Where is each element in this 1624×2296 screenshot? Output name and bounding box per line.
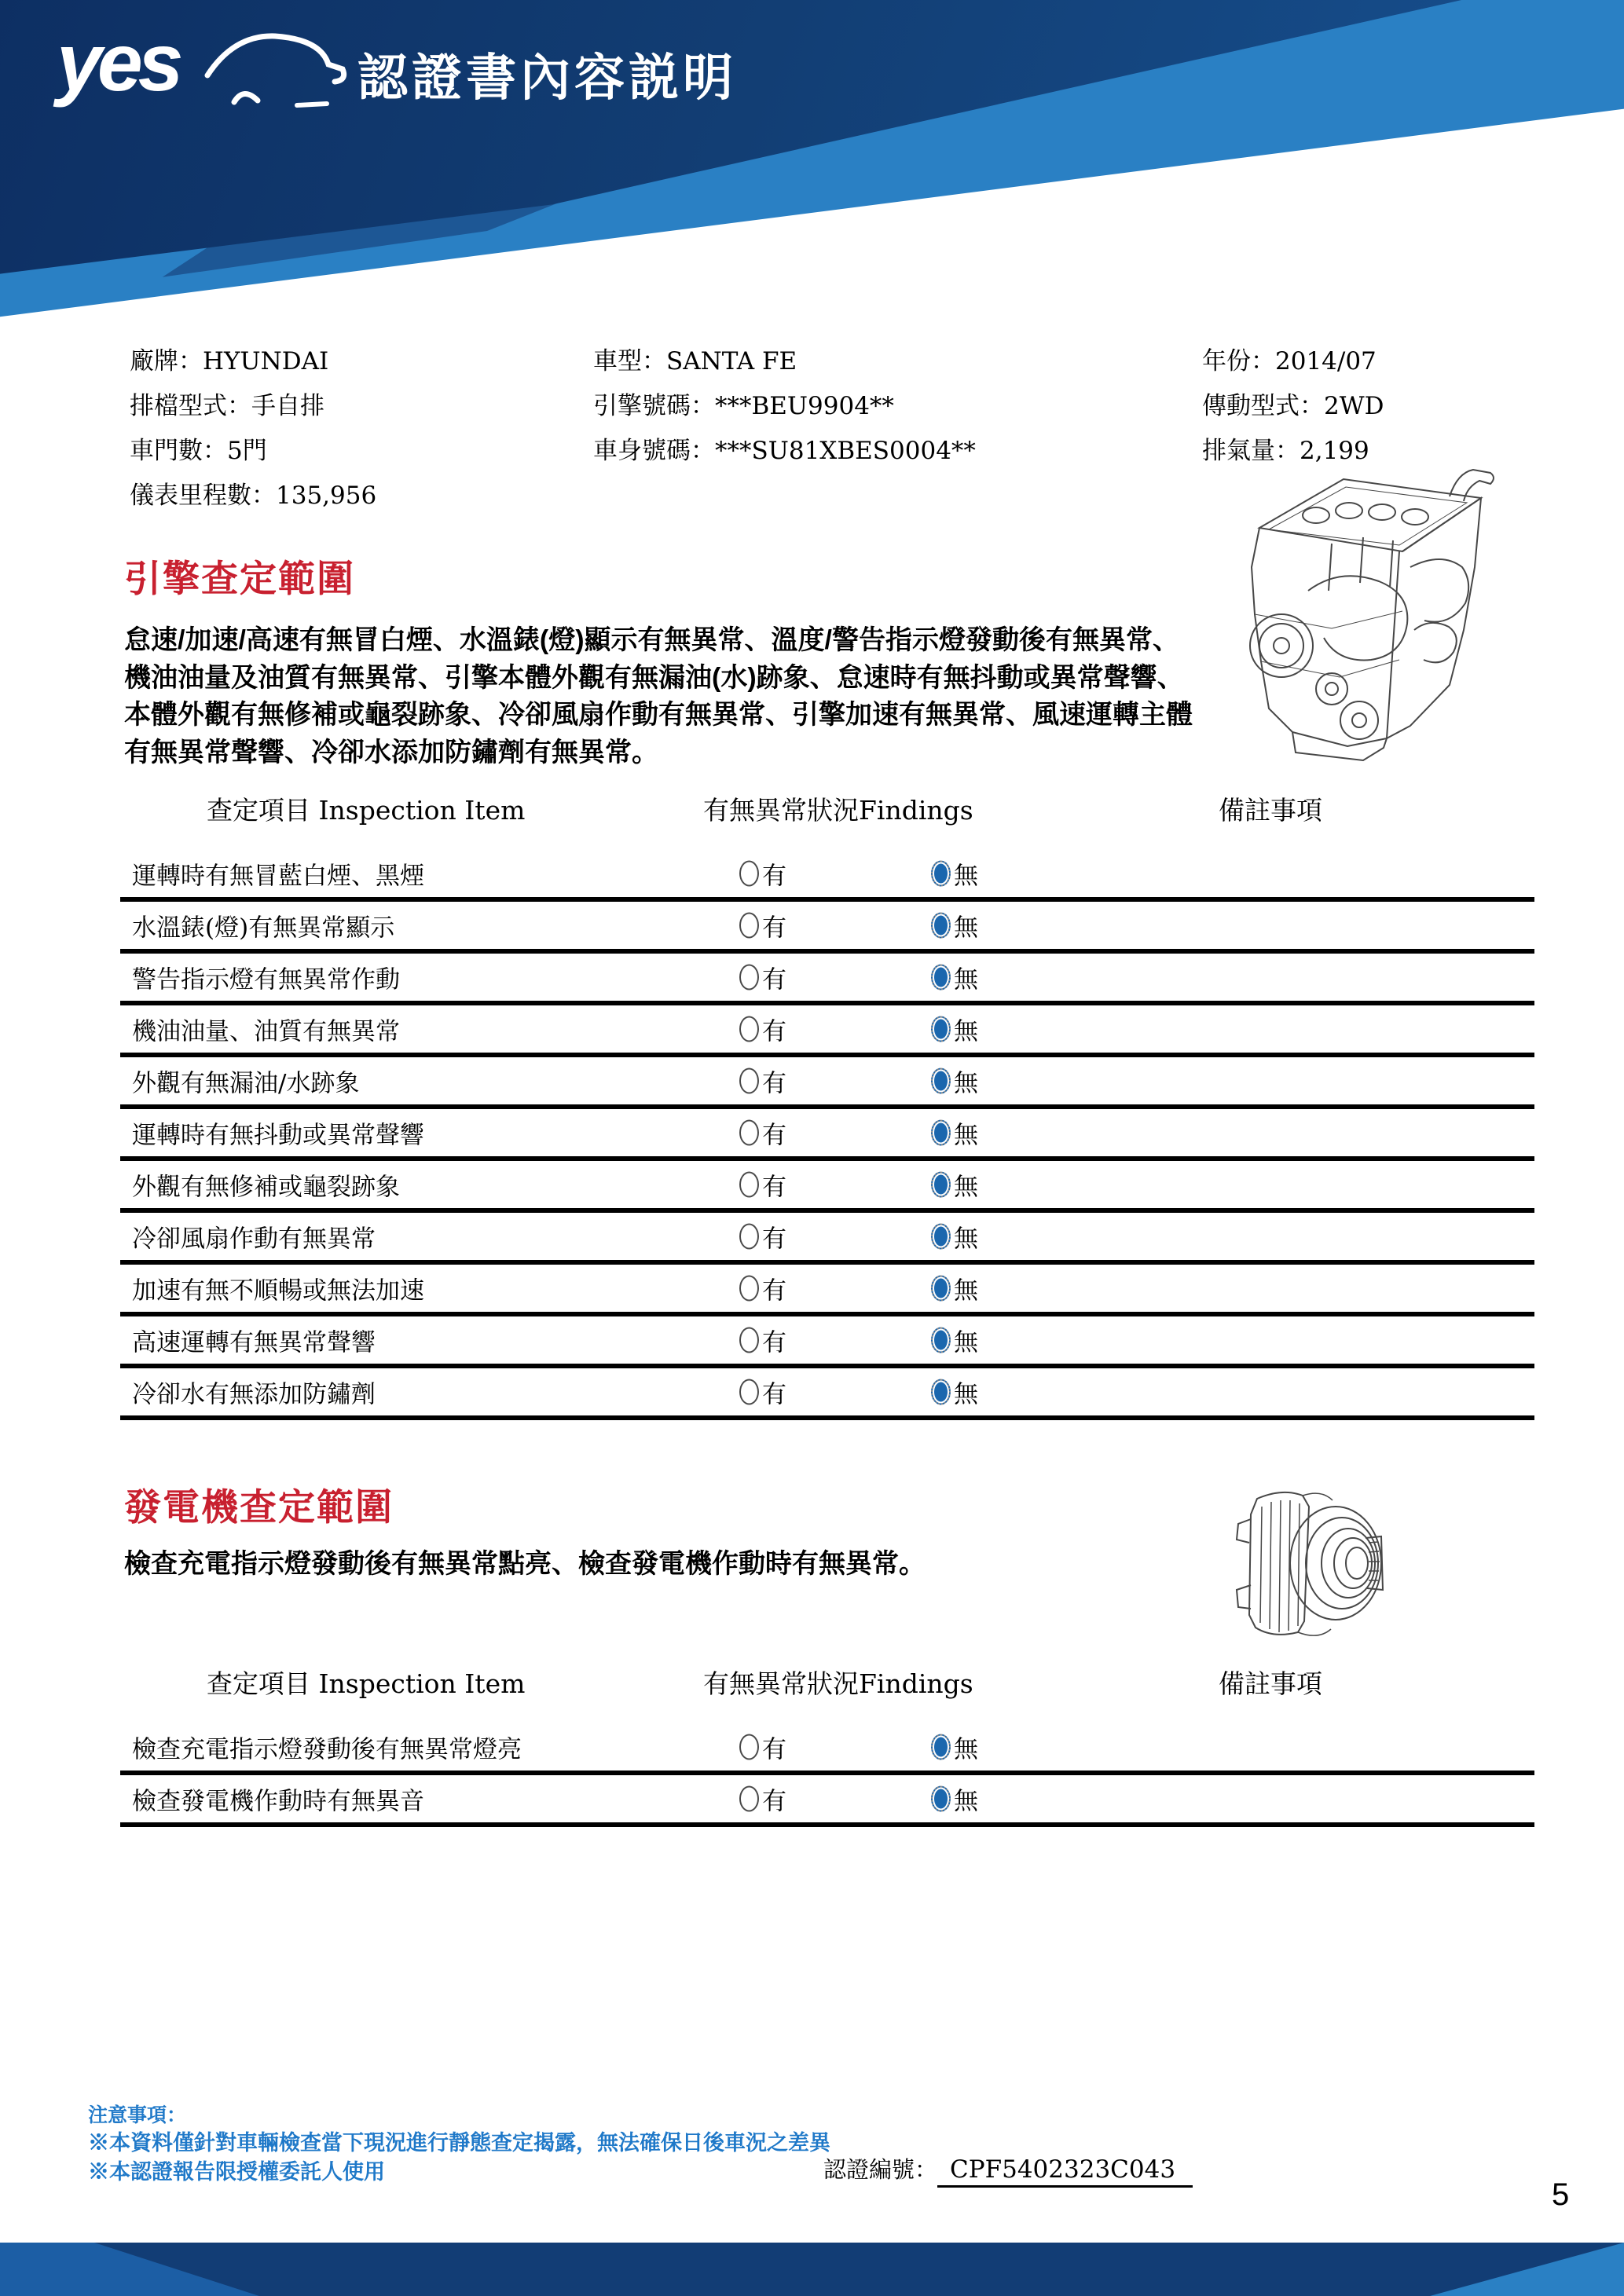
radio-yes[interactable] — [739, 1224, 759, 1250]
radio-no-label: 無 — [954, 1173, 978, 1202]
radio-no-label: 無 — [954, 1225, 978, 1254]
radio-no-label: 無 — [954, 1121, 978, 1150]
radio-no-label: 無 — [954, 1276, 978, 1305]
radio-yes[interactable] — [739, 1016, 759, 1042]
radio-no-selected[interactable] — [931, 913, 951, 939]
notice-line: ※本資料僅針對車輛檢查當下現況進行靜態查定揭露，無法確保日後車況之差異 — [88, 2131, 830, 2155]
info-line: 儀表里程數：135,956 — [130, 482, 377, 510]
table-row — [120, 1368, 1534, 1420]
engine-section-title: 引擎查定範圍 — [124, 558, 355, 599]
info-line: 排檔型式：手自排 — [130, 392, 324, 420]
inspection-item-label: 水溫錶(燈)有無異常顯示 — [132, 914, 395, 943]
inspection-item-label: 冷卻水有無添加防鏽劑 — [132, 1380, 376, 1409]
info-line: 排氣量：2,199 — [1202, 437, 1369, 465]
inspection-item-label: 冷卻風扇作動有無異常 — [132, 1225, 376, 1254]
radio-yes-label: 有 — [762, 1787, 786, 1816]
radio-no-selected[interactable] — [931, 1276, 951, 1302]
engine-illustration — [1214, 449, 1516, 764]
engine-inspection-table — [120, 776, 1534, 1491]
radio-no-selected[interactable] — [931, 1379, 951, 1405]
generator-inspection-table — [120, 1650, 1534, 1877]
radio-yes[interactable] — [739, 913, 759, 939]
radio-yes[interactable] — [739, 965, 759, 991]
col-header-findings: 有無異常狀況Findings — [703, 795, 973, 826]
radio-no-label: 無 — [954, 1787, 978, 1816]
radio-yes-label: 有 — [762, 1735, 786, 1764]
radio-yes-label: 有 — [762, 1173, 786, 1202]
table-header-row — [120, 776, 1534, 847]
notice-title: 注意事項： — [88, 2104, 187, 2126]
page-header — [0, 0, 1624, 330]
radio-no-label: 無 — [954, 1017, 978, 1046]
inspection-item-label: 外觀有無漏油/水跡象 — [132, 1069, 360, 1098]
info-line: 車門數：5門 — [130, 437, 267, 465]
certificate-number-block — [823, 2152, 1193, 2184]
radio-yes[interactable] — [739, 1327, 759, 1353]
table-row — [120, 902, 1534, 954]
notice-line: ※本認證報告限授權委託人使用 — [88, 2160, 385, 2184]
footer-band — [0, 2243, 1624, 2296]
radio-yes[interactable] — [739, 1734, 759, 1760]
radio-no-label: 無 — [954, 965, 978, 994]
vehicle-info-column-2 — [593, 339, 976, 474]
table-row — [120, 954, 1534, 1005]
radio-yes-label: 有 — [762, 862, 786, 891]
info-line: 車身號碼：***SU81XBES0004** — [593, 437, 976, 465]
col-header-remarks: 備註事項 — [1219, 795, 1322, 826]
yes-logo: yes — [57, 17, 179, 108]
table-row — [120, 1775, 1534, 1827]
page-number: 5 — [1552, 2177, 1570, 2212]
car-silhouette-icon — [203, 27, 352, 113]
inspection-item-label: 運轉時有無抖動或異常聲響 — [132, 1121, 424, 1150]
table-row — [120, 1161, 1534, 1213]
page-title: 認證書內容説明 — [357, 49, 737, 106]
footer-navy-band — [0, 2243, 1624, 2296]
table-header-row — [120, 1650, 1534, 1720]
radio-no-selected[interactable] — [931, 1327, 951, 1353]
radio-no-selected[interactable] — [931, 1172, 951, 1198]
radio-no-selected[interactable] — [931, 1734, 951, 1760]
radio-no-selected[interactable] — [931, 1016, 951, 1042]
radio-yes[interactable] — [739, 1786, 759, 1812]
radio-yes[interactable] — [739, 1379, 759, 1405]
col-header-findings: 有無異常狀況Findings — [703, 1668, 973, 1699]
radio-yes[interactable] — [739, 1120, 759, 1146]
info-line: 傳動型式：2WD — [1202, 392, 1384, 420]
notice-block — [88, 2102, 830, 2187]
radio-yes-label: 有 — [762, 914, 786, 943]
radio-no-selected[interactable] — [931, 1120, 951, 1146]
info-line: 車型：SANTA FE — [593, 347, 797, 375]
radio-no-selected[interactable] — [931, 861, 951, 887]
table-row — [120, 1005, 1534, 1057]
radio-yes-label: 有 — [762, 1017, 786, 1046]
radio-yes-label: 有 — [762, 1069, 786, 1098]
inspection-item-label: 警告指示燈有無異常作動 — [132, 965, 400, 994]
radio-yes[interactable] — [739, 861, 759, 887]
table-row — [120, 1057, 1534, 1109]
radio-no-label: 無 — [954, 914, 978, 943]
info-line: 引擎號碼：***BEU9904** — [593, 392, 894, 420]
col-header-remarks: 備註事項 — [1219, 1668, 1322, 1699]
radio-no-label: 無 — [954, 1069, 978, 1098]
table-row — [120, 850, 1534, 902]
alternator-illustration — [1227, 1483, 1412, 1644]
inspection-item-label: 檢查發電機作動時有無異音 — [132, 1787, 424, 1816]
radio-yes-label: 有 — [762, 1380, 786, 1409]
radio-yes-label: 有 — [762, 1328, 786, 1357]
radio-no-label: 無 — [954, 1735, 978, 1764]
radio-no-label: 無 — [954, 1380, 978, 1409]
table-row — [120, 1109, 1534, 1161]
radio-yes-label: 有 — [762, 1225, 786, 1254]
generator-section-description: 檢查充電指示燈發動後有無異常點亮、檢查發電機作動時有無異常。 — [124, 1549, 926, 1579]
inspection-item-label: 外觀有無修補或龜裂跡象 — [132, 1173, 400, 1202]
inspection-item-label: 加速有無不順暢或無法加速 — [132, 1276, 424, 1305]
engine-section-description: 怠速/加速/高速有無冒白煙、水溫錶(燈)顯示有無異常、溫度/警告指示燈發動後有無異常、 機油油量及油質有無異常、引擎本體外觀有無漏油(水)跡象、怠速時有無抖動或異常聲響、 本體外觀有無修補或龜裂跡象、冷卻風扇作動有無異常、引擎加速有無異常、風速運轉主體 有無異常聲響、冷卻水添加防鏽劑有無異常。 — [124, 625, 1193, 767]
radio-yes-label: 有 — [762, 1276, 786, 1305]
radio-yes[interactable] — [739, 1276, 759, 1302]
certificate-number-value: CPF5402323C043 — [937, 2155, 1193, 2188]
radio-no-selected[interactable] — [931, 965, 951, 991]
col-header-item: 查定項目 Inspection Item — [207, 1668, 526, 1699]
col-header-item: 查定項目 Inspection Item — [207, 795, 526, 826]
inspection-item-label: 檢查充電指示燈發動後有無異常燈亮 — [132, 1735, 522, 1764]
radio-yes[interactable] — [739, 1172, 759, 1198]
inspection-item-label: 高速運轉有無異常聲響 — [132, 1328, 376, 1357]
info-line: 年份：2014/07 — [1202, 347, 1377, 375]
radio-no-label: 無 — [954, 862, 978, 891]
table-row — [120, 1316, 1534, 1368]
info-line: 廠牌：HYUNDAI — [130, 347, 329, 375]
table-row — [120, 1213, 1534, 1265]
generator-section-title: 發電機查定範圍 — [124, 1486, 394, 1528]
radio-yes[interactable] — [739, 1068, 759, 1094]
radio-no-selected[interactable] — [931, 1786, 951, 1812]
radio-no-label: 無 — [954, 1328, 978, 1357]
radio-yes-label: 有 — [762, 1121, 786, 1150]
radio-no-selected[interactable] — [931, 1068, 951, 1094]
table-row — [120, 1265, 1534, 1316]
certificate-number-label: 認證編號： — [823, 2156, 938, 2183]
inspection-item-label: 運轉時有無冒藍白煙、黑煙 — [132, 862, 424, 891]
radio-no-selected[interactable] — [931, 1224, 951, 1250]
radio-yes-label: 有 — [762, 965, 786, 994]
vehicle-info-column-1 — [130, 339, 376, 518]
table-row — [120, 1723, 1534, 1775]
inspection-item-label: 機油油量、油質有無異常 — [132, 1017, 400, 1046]
